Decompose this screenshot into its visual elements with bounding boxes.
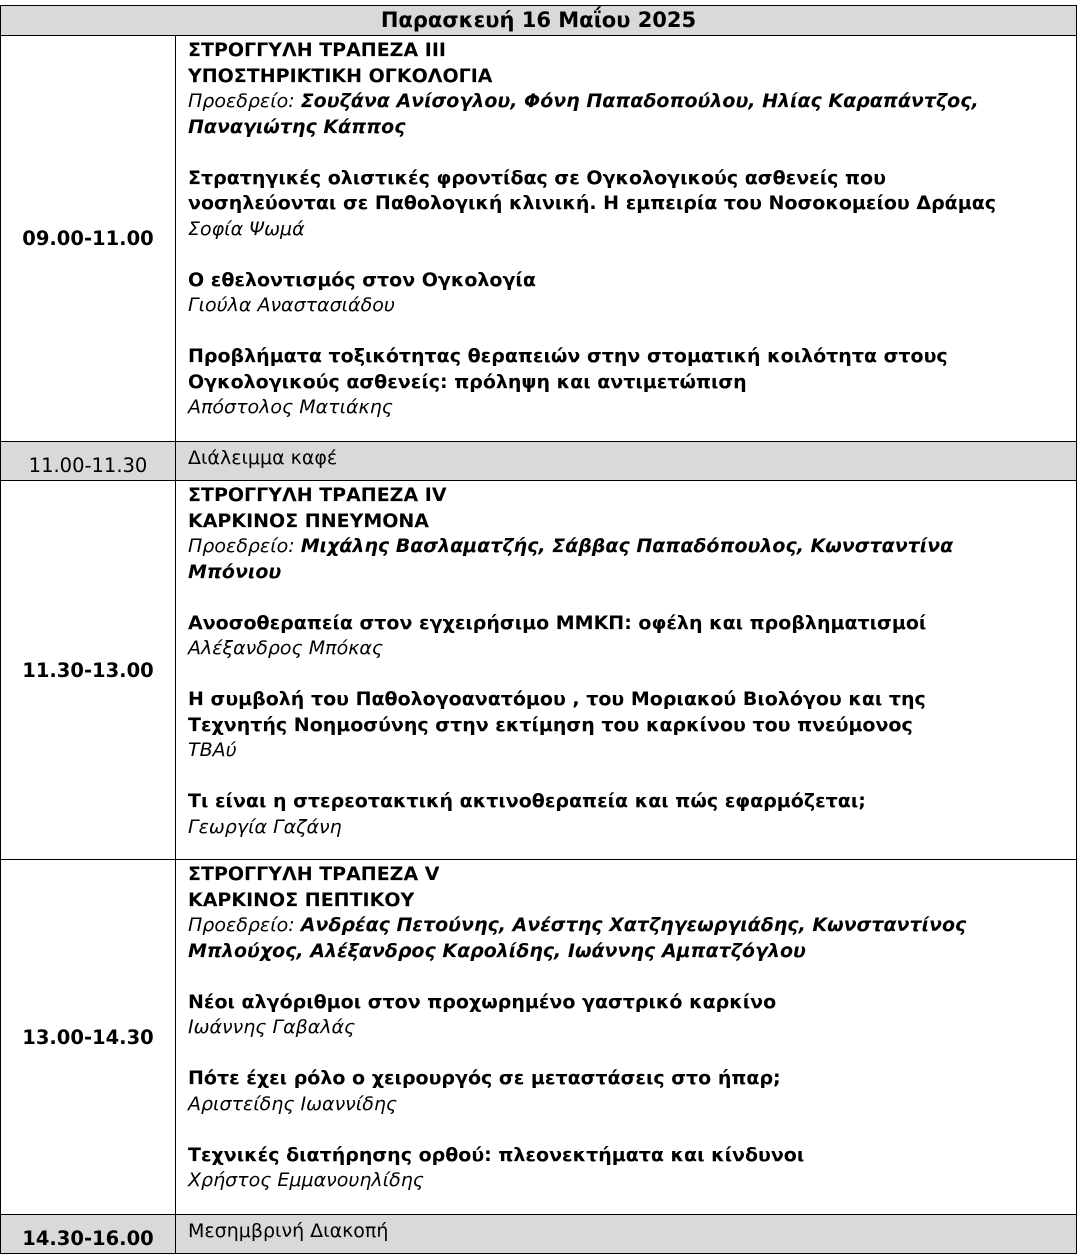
talk-title: Ο εθελοντισμός στον Ογκολογία: [188, 268, 536, 291]
chairs-line: [188, 534, 1068, 560]
break-time: 14.30-16.00: [1, 1215, 176, 1254]
talk-speaker: Αλέξανδρος Μπόκας: [188, 637, 384, 659]
chairs-line: [188, 89, 1068, 115]
talk-title-cont: Ογκολογικούς ασθενείς: πρόληψη και αντιμετώπιση: [188, 370, 747, 393]
chairs-names: Σουζάνα Ανίσογλου, Φόνη Παπαδοπούλου, Ηλίας Καραπάντζος,: [300, 90, 979, 112]
session-time: 11.30-13.00: [1, 481, 176, 860]
talk-speaker: Σοφία Ψωμά: [188, 217, 305, 240]
talk-speaker: Απόστολος Ματιάκης: [188, 396, 393, 418]
session-row: [1, 36, 1077, 442]
talk-speaker: Γεωργία Γαζάνη: [188, 815, 342, 838]
chairs-names-cont: Μπλούχος, Αλέξανδρος Καρολίδης, Ιωάννης Αμπατζόγλου: [188, 939, 806, 962]
talk-title: Τεχνικές διατήρησης ορθού: πλεονεκτήματα και κίνδυνοι: [188, 1143, 805, 1166]
talk-speaker: Ιωάννης Γαβαλάς: [188, 1016, 356, 1038]
day-header-row: [1, 6, 1077, 36]
talk-title: Στρατηγικές ολιστικές φροντίδας σε Ογκολογικούς ασθενείς που: [188, 166, 886, 189]
chairs-line: [188, 913, 1068, 939]
break-label: Μεσημβρινή Διακοπή: [176, 1215, 1077, 1254]
talk-title: Τι είναι η στερεοτακτική ακτινοθεραπεία και πώς εφαρμόζεται;: [188, 790, 866, 812]
session-subtitle: ΚΑΡΚΙΝΟΣ ΠΝΕΥΜΟΝΑ: [188, 509, 429, 532]
talk-speaker: ΤΒΑύ: [188, 739, 237, 761]
session-subtitle: ΚΑΡΚΙΝΟΣ ΠΕΠΤΙΚΟΥ: [188, 888, 415, 911]
session-time: 13.00-14.30: [1, 860, 176, 1215]
day-header: Παρασκευή 16 Μαΐου 2025: [1, 6, 1077, 36]
talk-speaker: Χρήστος Εμμανουηλίδης: [188, 1169, 424, 1191]
session-time: 09.00-11.00: [1, 36, 176, 442]
talk-title: Πότε έχει ρόλο ο χειρουργός σε μεταστάσεις στο ήπαρ;: [188, 1067, 781, 1089]
talk-title-cont: Τεχνητής Νοημοσύνης στην εκτίμηση του καρκίνου του πνεύμονος: [188, 713, 913, 736]
chairs-names-cont: Μπόνιου: [188, 560, 282, 583]
session-title: ΣΤΡΟΓΓΥΛΗ ΤΡΑΠΕΖΑ V: [188, 863, 440, 885]
session-subtitle: ΥΠΟΣΤΗΡΙΚΤΙΚΗ ΟΓΚΟΛΟΓΙΑ: [188, 64, 493, 87]
session-content: [176, 481, 1077, 860]
break-row: [1, 1215, 1077, 1254]
talk-speaker: Αριστείδης Ιωαννίδης: [188, 1092, 398, 1115]
talk-title: Νέοι αλγόριθμοι στον προχωρημένο γαστρικό καρκίνο: [188, 990, 777, 1013]
session-title: ΣΤΡΟΓΓΥΛΗ ΤΡΑΠΕΖΑ IV: [188, 484, 447, 506]
chairs-label: Προεδρείο:: [188, 535, 295, 557]
session-row: [1, 481, 1077, 860]
talk-title: Η συμβολή του Παθολογοανατόμου , του Μοριακού Βιολόγου και της: [188, 688, 926, 710]
chairs-names: Μιχάλης Βασλαματζής, Σάββας Παπαδόπουλος, Κωνσταντίνα: [300, 535, 954, 557]
talk-title: Προβλήματα τοξικότητας θεραπειών στην στοματική κοιλότητα στους: [188, 345, 948, 367]
session-content: [176, 36, 1077, 442]
chairs-label: Προεδρείο:: [188, 90, 295, 112]
talk-speaker: Γιούλα Αναστασιάδου: [188, 294, 395, 316]
session-title: ΣΤΡΟΓΓΥΛΗ ΤΡΑΠΕΖΑ ΙΙΙ: [188, 39, 446, 61]
talk-title-cont: νοσηλεύονται σε Παθολογική κλινική. Η εμπειρία του Νοσοκομείου Δράμας: [188, 192, 997, 214]
chairs-names-cont: Παναγιώτης Κάππος: [188, 115, 406, 138]
talk-title: Ανοσοθεραπεία στον εγχειρήσιμο ΜΜΚΠ: οφέλη και προβληματισμοί: [188, 611, 927, 634]
session-content: [176, 860, 1077, 1215]
chairs-names: Ανδρέας Πετούνης, Ανέστης Χατζηγεωργιάδης, Κωνσταντίνος: [300, 914, 967, 936]
chairs-label: Προεδρείο:: [188, 914, 295, 936]
session-row: [1, 860, 1077, 1215]
programme-table: [0, 5, 1077, 1254]
break-time: 11.00-11.30: [1, 442, 176, 481]
break-label: Διάλειμμα καφέ: [176, 442, 1077, 481]
break-row: [1, 442, 1077, 481]
